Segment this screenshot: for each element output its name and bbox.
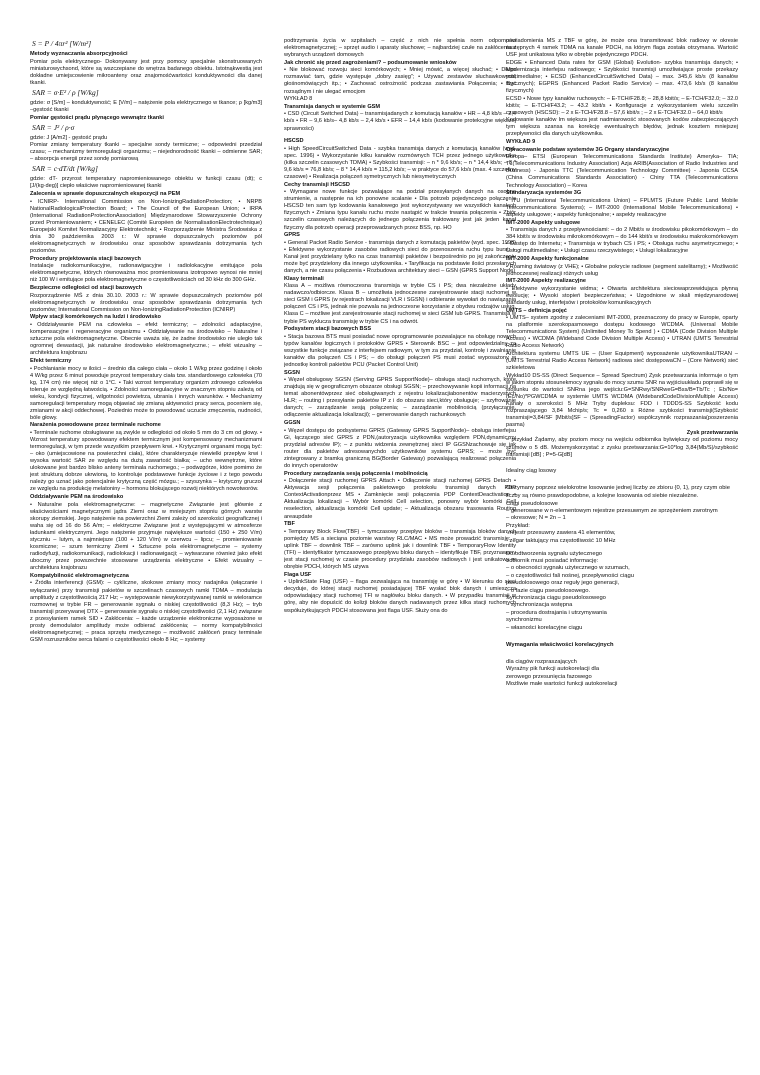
heading-imt-funkcjonalne: IMT-2000 Aspekty funkcjonalne bbox=[506, 255, 589, 262]
column-right bbox=[506, 38, 738, 1068]
paragraph-wyklad-10: Wykład10 DS-SS (Direct Sequence – Spread Spectrum) Zysk przetwarzania informuje o tym w jakim stopniu stosunekmocy sygnału do mocy szumu SNR na wyjściuukładu poprawił się w stosunku do wartości SNRna jego wejściu:G=SNRwy/SNRweG=Bss/B=Tb/Tc ; Eb/No=(Ec/No)*PGWCDMA w systemie UMTS WCDMA (WidebandCodeDivisionMultiple Access) Kanały o szerokości 5 MHz Tryby dupleksu: FDD i TDDDS-SS Szybkość kodu rozpraszającego 3,84 Mchip/s; Tc = 0,260 s Różne szybkości transmisji(Szybkość transmisji=3,84/SF [Mbit/s]SF – (SpreadingFactor) współczynnik rozpraszania(poszerzenia pasma) bbox=[506, 372, 738, 429]
heading-umts: UMTS – definicja pojęć bbox=[506, 307, 567, 314]
heading-sgsn: SGSN bbox=[284, 369, 300, 376]
heading-klasy-terminali: Klasy terminali bbox=[284, 275, 324, 282]
heading-odleglosc: Bezpieczne odległości od stacji bazowych bbox=[30, 285, 143, 292]
heading-procedury: Procedury projektowania stacji bazowych bbox=[30, 255, 141, 262]
paragraph-kompatybilnosc: • Źródła interferencji (GSM): – cykliczne, skokowe zmiany mocy nadajnika (włączanie i wyłączanie) przy transmisji pakietów w szczelinach czasowych ramki TDMA – modulacja amplitudy z częstotliwością 217 Hz; – występowanie niewykorzystywanej ramki w wieloramce rozmownej w trybie FR – generowanie sygnału o niskiej częstotliwości (8,3 Hz); – tryb transmisji przerywanej DTX – generowanie sygnału o niskiej częstotliwości (2,1 Hz) związane z przesyłaniem ramek SID • Zakłócenia: – każde urządzenie elektroniczne wyposażone w prosty demodulator amplitudy może odbierać zakłócenia; – normy kompatybilności elektromagnetycznej; – praca sprzętu medycznego – możliwość zakłóceń pracy terminale GSM rozruszników serca falami o częstotliwości około 8 Hz; – systemy bbox=[30, 580, 262, 643]
paragraph-metody: Pomiar pola elektrycznego- Dokonywany jest przy pomocy specjalnie skonstruowanych miniaturowychsond, które są wszczepiane do wnętrza badanego obiektu. Istotnąkwestią jest dokładne umiejscowienie mikroanteny oraz znajomośćwartości konduktywności dla danej tkanki. bbox=[30, 58, 262, 86]
heading-zysk: Zysk przetwarzania bbox=[686, 429, 738, 436]
paragraph-odtwarzanie: Do odtworzenia sygnału użytecznego odbiornik musi posiadać informację: – o obecności sygnału użytecznego w szumach, – o częstotliwości fali nośnej, przepływności ciągu pseudolosowego oraz reguły jego generacji, – o fazie ciągu pseudolosowego. Synchronizacja ciągu pseudolosowego – synchronizacja wstępna – procedura dostrajania i utrzymywania synchronizmu – własności korelacyjne ciągu bbox=[506, 550, 634, 631]
formula-sar-current: SAR = J² / ρ·σ bbox=[32, 122, 75, 132]
formula-sar-field: SAR = σ·E² / ρ [W/kg] bbox=[32, 87, 99, 97]
heading-standaryzacja-3g: Standaryzacja systemów 3G bbox=[506, 190, 582, 197]
heading-zalecenia: Zalecenia w sprawie dopuszczalnych ekspozycji na PEM bbox=[30, 191, 181, 198]
paragraph-intro-2: podtrzymania życia w szpitalach – część z nich nie spełnia norm odporności elektromagnetycznej; – sprzęt audio i aparaty słuchowe; – najbardziej czułe na zakłócenia z wybranych urządzeń domowych bbox=[284, 38, 516, 59]
paragraph-dla-ciagow: dla ciągów rozpraszających Wyraźny pik funkcji autokorelacji dla zerowego przesunięcia fazowego Możliwie małe wartości funkcji autokorelacji bbox=[506, 658, 618, 687]
paragraph-ciagi: Ciągi pseudolosowe – generowane w n-elementowym rejestrze przesuwnym ze sprzężeniem zwrotnym – okresowe; N = 2n – 1 Przykład: - rejestr przesuwny zawiera 41 elementów, - zegar taktujący ma częstotliwość 10 MHz bbox=[506, 500, 718, 544]
paragraph-sgsn: • Węzeł obsługowy SGSN (Serving GPRS SupportNode)– obsługa stacji ruchomych, które znajdują się w geograficznym obszarze obsługi SGSN; – przechowywanie kopii informacji na temat abonentówprzez sieć obsługiwanych z rejestru lokalizacjiabonentów macierzystych HLR; – routing i przesyłanie pakietów IP z i do obszaru sieci,który obsługuje; – szyfrowanie danych; – zarządzanie sesją połączenia; – zarządzanie mobilnością (przyłączanie, odłączenie aktualizacja lokalizacji); – generowanie danych rachunkowych bbox=[284, 377, 516, 419]
column-middle bbox=[284, 38, 516, 1068]
heading-ggsn: GGSN bbox=[284, 420, 301, 427]
paragraph-ecsd: ECSD • Nowe typy kanałów ruchowych: – E-TCH/F28.8; – 28,8 kbit/s; – E-TCH/F32.0; – 32.0 kbit/s; – E-TCH/F43.2; – 43.2 kbit/s • Konfiguracje z wykorzystaniem wielu szczelin czasowych (HSCSD): – 2 x E-TCH/F28.8 – 57,6 kbit/s ; – 2 x E-TCH/F32.0 – 64,0 kbit/s bbox=[506, 95, 738, 116]
paragraph-efekt-termiczny: • Pochłanianie mocy w ilości – średnio dla całego ciała – około 1 W/kg przez godzinę i około 4 W/kg przez 6 minut powoduje przyrost temperatury ciała tzw. standardowego człowieka (70 kg, 174 cm) nie więcej niż o 1°C. • Taki wzrost temperatury organizm zdrowego człowieka toleruje ze względną łatwością. • Zdolności samoregulacyjne w znacznym stopniu zależą od wieku, kondycji fizycznej, wilgotności powietrza, ubrania i innych warunków. • Mechanizmy samoregulacji temperatury mogą objawiać się zmianą aktywności pracy serca, poceniem się, zmianami w akcji oddechowej. Poziednio może to powodować uczucie zmęczenia, nudności, bóle głowy. bbox=[30, 365, 262, 421]
heading-usf: Flaga USF bbox=[284, 571, 312, 578]
heading-hscsd: HSCSD bbox=[284, 138, 304, 145]
heading-efekt-termiczny: Efekt termiczny bbox=[30, 357, 72, 364]
heading-bss: Podsystem stacji bazowych BSS bbox=[284, 326, 372, 333]
paragraph-narazenia: • Terminale ruchome obsługiwane są zwykle w odległości od około 5 mm do 3 cm od głowy. • Wzrost temperatury spowodowany efektem termicznym jest kompensowany mechanizmami termoregulacji, w tym przede wszystkim przepływem krwi. • Krytycznymi organami mogą być: – oko (umiejscowione na powierzchni ciała), które charakteryzuje niewielki przepływ krwi i wysoka wartość SAR ze względu na dużą zawartość białka; – ucho wewnętrzne, które ulokowane jest bardzo blisko anteny terminala ruchomego.; – podwzgórze, które pomimo że jest strukturą dobrze ukrwioną, to kontroluje podstawowe funkcje życiowe i z tego powodu należy go uznać jako potencjalnie krytyczną część mózgu.; – szyszynka – krytyczny gruczoł ze względu na produkcję melatoniny – hormonu blokującego rozwój niektórych nowotworów. bbox=[30, 430, 262, 493]
paragraph-umts: • UMTS– system zgodny z zaleceniami IMT-2000, przeznaczony do pracy w Europie, oparty na platformie szerokopasmowego dostępu kodowego WCDMA. (Universal Mobile Telecommunications System) (Unlimited Money To Spend ) • CDMA (Code Division Multiple Access) • WCDMA (Wideband Code Division Multiple Access) • UTRAN (UMTS Terrestrial Radio Access Network) bbox=[506, 315, 738, 350]
paragraph-transmisja-gsm: • CSD (Circuit Switched Data) – transmisjadanych z komutacją kanałów • HR – 4,8 kb/s – 2,4 kb/s • FR – 9,6 kb/s– 4,8 kb/s – 2,4 kb/s • EFR – 14,4 kb/s (kodowanie protekcyjne większej sprawności) bbox=[284, 111, 516, 132]
heading-pem-srodowisko: Oddziaływanie PEM na środowisko bbox=[30, 494, 124, 501]
heading-gprs: GPRS bbox=[284, 232, 300, 239]
paragraph-3g-organy: Europa– ETSI (European Telecommunications Standards Institute) Ameryka– TIA; T1(Telecommunications Industry Association) Azja ARIB(Association of Radio Industries and Business) - Japonia TTC (Telecommunication Technology Committee) - Japonia CCSA (China Communications Standards Association) - Chiny TTA (Telecommunications Technology Association) – Korea bbox=[506, 154, 738, 189]
heading-3g-organy: Opracowanie podstaw systemów 3G Organy standaryzacyjne bbox=[506, 146, 670, 153]
paragraph-bss: • Stacja bazowa BTS musi posiadać nowe oprogramowanie pozwalające na obsługę nowych typów kanałów logicznych i protokołów GPRS • Sterownik BSC – jest odpowiedzialny za wszystkie funkcje związane z interfejsem radiowym, w tym za przydział, kontrolę i zwalnianie kanałów dla połączeń CS i PS; – do obsługi połączeń PS musi zostać wyposażony w jednostkę kontroli pakietów PCU (Packet Control Unit) bbox=[284, 333, 516, 368]
paragraph-standaryzacja-3g: • ITU (International Telecommunications Union) – FPLMTS (Future Public Land Mobile Telecommunications Systems); – IMT-2000 (International Mobile Telecommunications) • aspekty usługowe; • aspekty funkcjonalne; • aspekty realizacyjne bbox=[506, 197, 738, 218]
heading-imt-realizacyjne: IMT-2000 Aspekty realizacyjne bbox=[506, 278, 587, 285]
paragraph-klasy-terminali: Klasa A – możliwa równoczesna transmisja w trybie CS i PS; dwa niezależne układy nadawczo/odbiorcze. Klasa B – umożliwia jednoczesne zarejestrowanie stacji ruchomej w sieci GSM i GPRS (w rejestrach lokalizacji VLR i SGSN) i odbieranie wywołań do nawiązania połączeń CS i PS, jednak nie pozwala na jednoczesne korzystanie z obydwu rodzajów usług. Klasa C – możliwe jest zarejestrowanie stacji ruchomej w sieci GSM lub GPRS. Transmisja w trybie PS wyklucza transmisję w trybie CS i na odwrót. bbox=[284, 283, 516, 325]
paragraph-ggsn: • Węzeł dostępu do podsystemu GPRS (Gateway GPRS SupportNode)– obsługa interfejsu Gi, łączącego sieć GPRS z PDN,(autoryzacja użytkownika względem PDN,dynamiczny przydział adresów IP); – z punktu widzenia zewnętrznej sieci IP GGSNzachowuje się jak router dla pakietów adresowanychdo użytkowników systemu GPRS; – może być zintegrowany z bramką graniczną BG(Border Gateway) pozwalającą realizować połączenia do innych operatorów bbox=[284, 427, 516, 469]
paragraph-idealny: Idealny ciąg losowy bbox=[506, 468, 557, 475]
heading-wplyw: Wpływ stacji komórkowych na ludzi i środowisko bbox=[30, 314, 161, 321]
formula-power-density: S = P / 4πr² [W/m²] bbox=[32, 39, 92, 48]
heading-current-density: Pomiar gęstości prądu płynącego wewnątrz tkanki bbox=[30, 114, 164, 121]
paragraph-imt-uslugowe: • Transmisja danych z przepływnościami: – do 2 Mbit/s w środowisku pikokomórkowym – do 384 kbit/s w środowisku mikrokomórkowym – do 144 kbit/s w środowisku makrokomórkowym • Dostęp do Internetu; • Transmisja w trybach CS i PS; • Obsługa ruchu asymetrycznego; • Usługi multimedialne; • Usługi czasu rzeczywistego; • Usługi lokalizacyjne bbox=[506, 227, 738, 255]
paragraph-intro-3: powiadomienia MS z TBF w górę, że może ona transmitować blok radiowy w okresie następnych 4 ramek TDMA na kanale PDCH, na którym flaga została otrzymana. Wartość USF jest unikatowa tylko w obrębie pojedynczego PDCH. bbox=[506, 38, 738, 59]
paragraph-otrzymany: Otrzymany poprzez wielokrotne losowanie jednej liczby ze zbioru {0, 1}, przy czym obie liczby są równo prawdopodobne, a kolejne losowania od siebie niezależne. bbox=[506, 485, 730, 499]
paragraph-gdzie-1: gdzie: σ [S/m] – konduktywność; E [V/m] – natężenie pola elektrycznego w tkance; ρ [kg/m3] –gęstość tkanki bbox=[30, 99, 262, 113]
formula-sar-temperature: SAR = c·dT/dt [W/kg] bbox=[32, 164, 98, 174]
heading-kompatybilnosc: Kompatybilność elektromagnetyczna bbox=[30, 572, 129, 579]
paragraph-zalecenia: • ICNIRP- International Commission on Non-IonizingRadiationProtection; • NRPB NationalRadiologicalProtection Board; • The Council of the European Union; • IRPA (International RadiationProtectionAssociation) Międzynarodowe Stowarzyszenie Ochrony przed Promieniowaniem; • CENELEC (Comité Européen de NormalisationElectrotechnique) Europejski Komitet Normalizacyjny Elektrotechniki; • Rozporządzenie Ministra Środowiska z dnia 30 października 2003 r.: W sprawie dopuszczalnych poziomów pól elektromagnetycznych w środowisku oraz sposobów sprawdzania dotrzymania tych poziomów. bbox=[30, 198, 262, 254]
paragraph-edge: EDGE • Enhanced Data rates for GSM (Global) Evolution- szybka transmisja danych; • Modernizacja interfejsu radiowego; • Szybkości transmisji umożliwiające proste przekazy multimedialne; • ECSD (EnhancedCircuitSwitched Data) – max. 345,6 kb/s (8 kanałów fizycznych); EGPRS (Enhanced Packet Radio Service) – max. 473,6 kb/s (8 kanałów fizycznych) bbox=[506, 59, 738, 94]
paragraph-hscsd: • High SpeedCircuitSwitched Data - szybka transmisja danych z komutacją kanałów (wyd. spec. 1996) • Wykorzystanie kilku kanałów rozmównych TCH przez jednego użytkownika (kilka szczelin czasowych TDMA) • Szybkości transmisji: – n * 9,6 kb/s; – n * 14,4 kb/s; – 8 * 9,6 kb/s = 76,8 kb/s; – 8 * 14,4 kb/s = 115,2 kb/s; – w praktyce do 57,6 kb/s (max. 4 szczeliny czasowe) • Realizacja połączeń symetrycznych lub niesymetrycznych bbox=[284, 145, 516, 180]
paragraph-gdzie-3: gdzie: dT- przyrost temperatury napromieniowanego obiektu w funkcji czasu (dt); c [J/(kg·deg)] ciepło właściwe napromieniowanej tkanki bbox=[30, 176, 262, 190]
paragraph-architektura-umts: Architektura systemu UMTS UE – (User Equipment) wyposażenie użytkownikaUTRAN – (UMTS Terrestrial Radio Access Network) radiowa sieć dostępowaCN – (Core Network) sieć szkieletowa bbox=[506, 351, 738, 372]
paragraph-usf: • UplinkState Flag (USF) – flaga zezwalająca na transmisję w górę • W kierunku do sieci decyduje, do której stacji ruchomej posiadającej TBF wysłać blok danych i umieszcza odpowiadający stacji ruchomej TFI w nagłówku bloku danych. • W przypadku transmisji w górę, aby nie dopuścić do kolizji bloków danych nadawanych przez kilka stacji ruchomych współużytkujących PDCH stosowana jest flaga USF. Służy ona do bbox=[284, 579, 516, 614]
paragraph-imt-realizacyjne: • Efektywne wykorzystanie widma; • Otwarta architektura sieciowaprzewidująca płynną ewolucję; • Wysoki stopień bezpieczeństwa; • Uzgodnione w skali międzynarodowej standardy usług, interfejsów i protokołów komunikacyjnych bbox=[506, 285, 738, 306]
label-wyklad-8: WYKŁAD 8 bbox=[284, 96, 313, 103]
paragraph-tbf: • Temporary Block Flow(TBF) – tymczasowy przepływ bloków – transmisja bloków danych pomiędzy MS a sieciąna poziomie warstwy RLC/MAC • MS może prowadzić transmisję: – uplink TBF – downlink TBF – zarówno uplink jak i downlink TBF • TemporaryFlow Identity (TFI) – identyfikator tymczasowego przepływu bloku danych – identyfikuje TBF, przyznawany jest stacji ruchomej w czasie procedury przydziału zasobów radiowych i jest unikatowy w obrębie PDCH, których MS używa bbox=[284, 528, 516, 571]
paragraph-kodowanie: Kodowanie kanałów Im większa jest nadmiarowość stosowanych kodów zabezpieczających tym większa szansa na korekcję ewentualnych błędów, jednak kosztem mniejszej przepływności dla danych użytkownika. bbox=[506, 117, 738, 138]
column-left bbox=[30, 38, 262, 1068]
heading-narazenia: Narażenia powodowane przez terminale ruchome bbox=[30, 422, 161, 429]
heading-chronic: Jak chronić się przed zagrożeniami? – podsumowanie wniosków bbox=[284, 59, 457, 66]
heading-cechy-hscsd: Cechy transmisji HSCSD bbox=[284, 181, 350, 188]
paragraph-procedury: Instalacje radiokomunikacyjne, radionawigacyjne i radiolokacyjne emitujące pola elektromagnetyczne, których równoważna moc promieniowana izotropowo wynosi nie mniej niż 100 W i emitujące pola elektromagnetyczne o częstotliwościach od 30 kHz do 300 GHz. bbox=[30, 263, 262, 284]
paragraph-imt-funkcjonalne: • Roaming światowy (z VHE); • Globalne pokrycie radiowe (segment satelitarny); • Możliwość jednoczesnej realizacji różnych usług bbox=[506, 263, 738, 277]
heading-wymagania: Wymagania właściwości korelacyjnych bbox=[506, 641, 614, 648]
paragraph-odleglosc: Rozporządzenie MŚ z dnia 30.10. 2003 r.: W sprawie dopuszczalnych poziomów pól elektromagnetycznych w środowisku oraz sposobów sprawdzania dotrzymania tych poziomów; International Commission on Non-IonizingRadiationProtection (ICNIRP) bbox=[30, 292, 262, 313]
paragraph-pem-srodowisko: • Naturalne pola elektromagnetyczne: – magnetyczne Związanie jest głównie z właściwościami magnetycznymi jądra Ziemi oraz w mniejszym stopniu górnych warstw skorupy ziemskiej. Jego natężenie na powierzchni Ziemi zależy od szerokości geograficznej i waha się od 16 do 56 A/m; – elektryczne Związane jest z występującymi w atmosferze ładunkami elektrycznymi. Jego natężenie przyjmuje największe wartości (150 + 250 V/m) styczniu – lutym, a najmniejsze (100 + 120 V/m) w czerwcu – lipcu; – promieniowanie kosmiczne; – szum termiczny Ziemi • Sztuczne pola elektromagnetyczne – systemy radiodyfuzji, radiokomunikacji, radiolokacji i radionawigacji; – wytwarzane również jako efekt uboczny przez powszechnie stosowane urządzenia elektryczne • Efekt wizualny – architektura krajobrazu bbox=[30, 501, 262, 572]
paragraph-procedury-sesji: • Dołączenie stacji ruchomej GPRS Attach • Odłączenie stacji ruchomej GPRS Detach • Aktywacja sesji połączenia pakietowego protokołu transmisji danych PDP ContextActivationprzez MS • Zamknięcie sesji połączenia PDP ContextDeactivation • Aktualizacja lokalizacji – Wybór komórki Cell selection, ponowny wybór komórki Cell reselection, aktualizacja komórki Cell update; – Aktualizacja obszaru trasowania Routing areaupdate bbox=[284, 478, 516, 520]
paragraph-gprs: • General Packet Radio Service - transmisja danych z komutacją pakietów (wyd. spec. 1998) • Efektywne wykorzystanie zasobów radiowych sieci do przenoszenia ruchu typu burst; – Kanał jest przydzielany tylko na czas transmisji pakietów i bezpośrednio po jej zakończeniu może być przydzielony dla innego użytkownika. • Taryfikacja na podstawie ilości przesłanych danych, a nie czasu połączenia • Rozbudowa architektury sieci – GSN (GPRS Support Node) bbox=[284, 239, 516, 274]
paragraph-cechy-hscsd: • Wymagane nowe funkcje pozwalające na podział przesyłanych danych na osobne strumienie, a następnie na ich ponowne scalanie • Dla potrzeb pojedynczego połączenia HSCSD ten sam typ kodowania kanałowego jest wykorzystywany we wszystkich kanałach fizycznych • Zmiana typu kanału ruchu może nastąpić w trakcie trwania połączenia • Zbiór szczelin czasowych należących do jednego połączenia traktowany jest jak jeden kanał fizyczny dla potrzeb operacji przeprowadzanych przez BSS, np. HO bbox=[284, 189, 516, 231]
paragraph-chronic: • Nie blokować rozwoju sieci komórkowych; • Mniej mówić, a więcej słuchać; • Długo rozmawiać tam, gdzie występuje „dobry zasięg”; • Używać zestawów słuchawkowych, głośnomówiących itp.; • Zachować ostrożność podczas zastawiania Połączenia; • Być rozsądnym i nie ulegać emocjom bbox=[284, 67, 516, 95]
heading-tbf: TBF bbox=[284, 521, 295, 528]
paragraph-zysk: – przykład Żądamy, aby poziom mocy na wejściu odbiornika bylwiększy od poziomu mocy szumów o 5 dB. Możemyskorzystać z zysku przetwarzania:G=10*log 3,84(Mb/S)/szybkość transmisji [dB] ; P=5-G[dB] bbox=[506, 437, 738, 458]
paragraph-current: gdzie: J [A/m2] - gęstość prądu bbox=[30, 134, 108, 141]
paragraph-wplyw: • Oddziaływanie PEM na człowieka – efekt termiczny; – zdolności adaptacyjne, kompensacyjne i regeneracyjne organizmu • Oddziaływanie na środowisko – Naturalne i sztuczne pola elektromagnetyczne. Obecnie uważa się, że żadne środowisko nie uległo tak ogromnej dewastacji, jak naturalne środowisko elektromagnetyczne.; – efekt wizualny – architektura krajobrazu bbox=[30, 322, 262, 357]
heading-transmisja-gsm: Transmisja danych w systemie GSM bbox=[284, 103, 381, 110]
heading-metody: Metody wyznaczania absorpcyjności bbox=[30, 51, 128, 57]
heading-procedury-sesji: Procedury zarządzania sesją połączenia i mobilnością bbox=[284, 470, 428, 477]
heading-imt-uslugowe: IMT-2000 Aspekty usługowe bbox=[506, 219, 581, 226]
label-wyklad-9: WYKŁAD 9 bbox=[506, 139, 536, 146]
paragraph-temperature: Pomiar zmiany temperatury tkanki – specjalne sondy termiczne; – odpowiedni przedział czasu; – mechanizmy termoregulacji organizmu; – niejednorodność tkanki – odmienne SAR; – absorpcja energii przez sondę pomiarową bbox=[30, 142, 262, 163]
